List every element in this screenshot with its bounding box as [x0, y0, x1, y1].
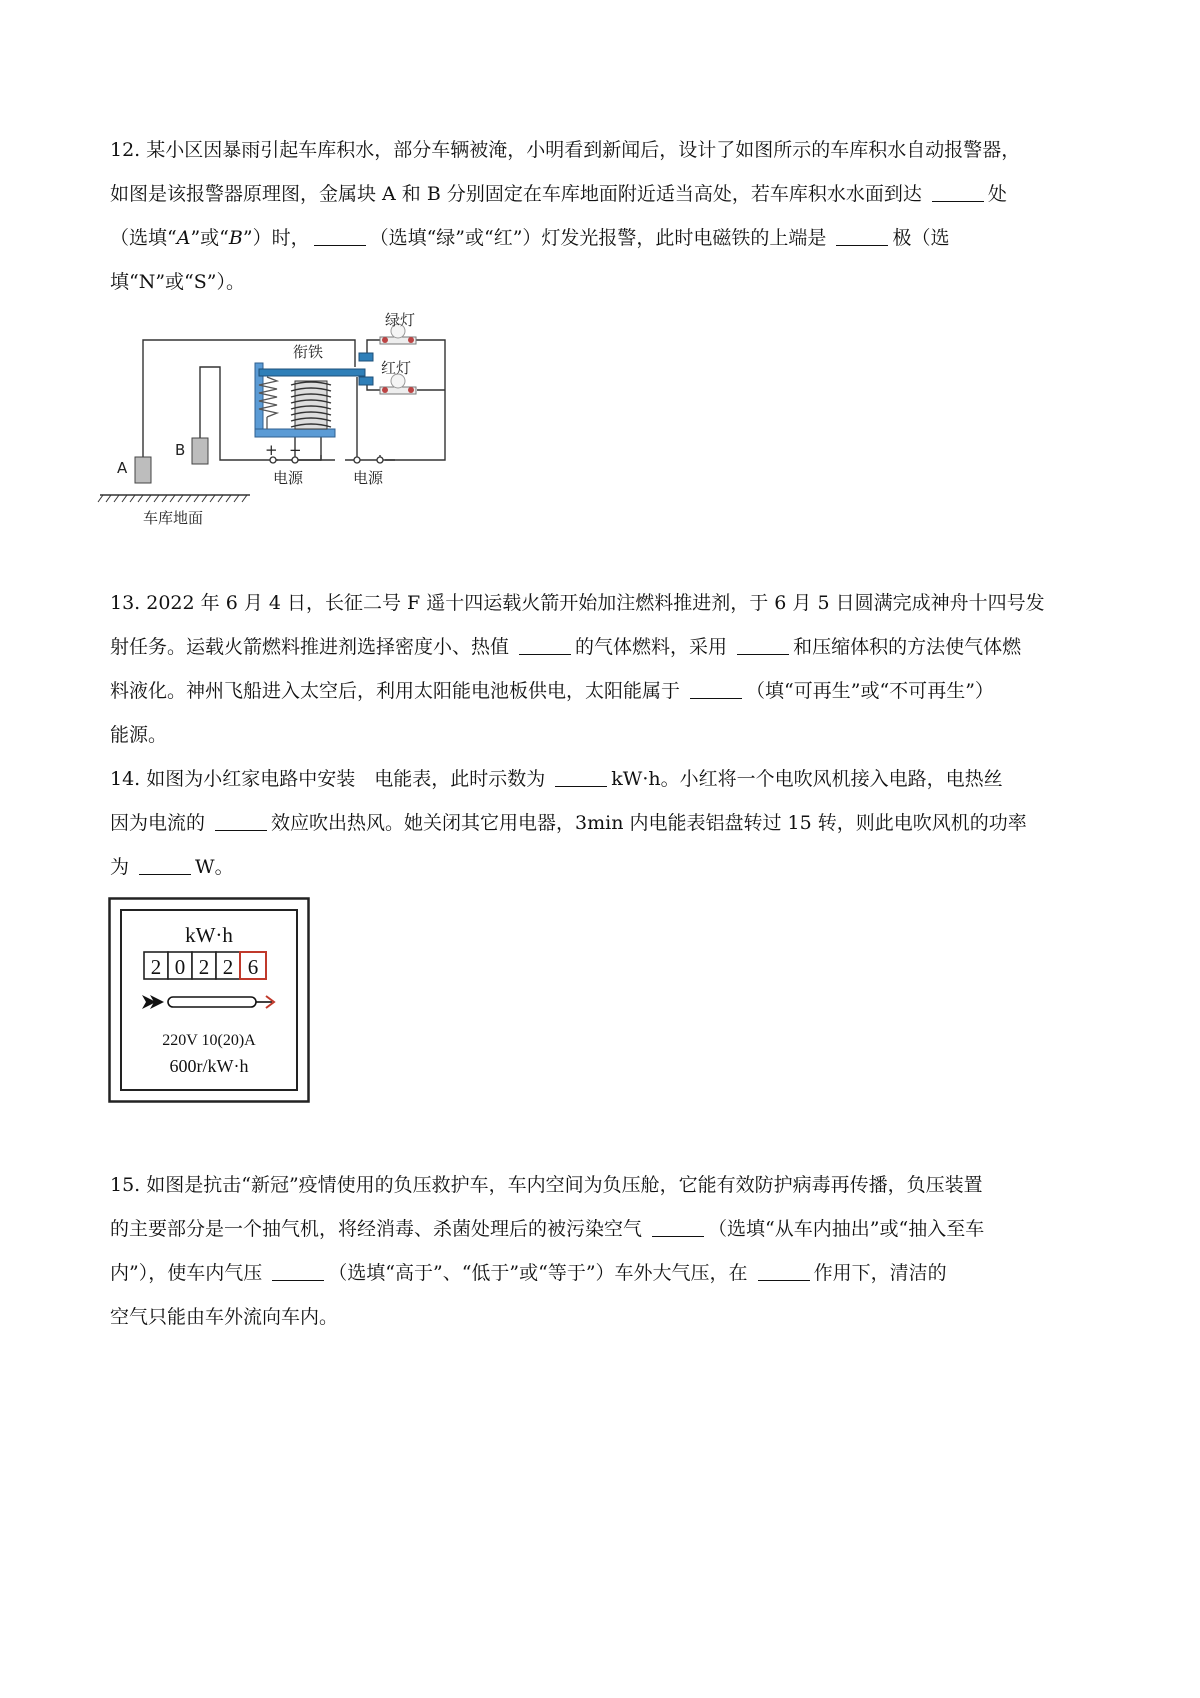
- label-plus: +: [265, 441, 278, 459]
- q12-text: ”）时，: [242, 227, 310, 249]
- label-power-1: 电源: [273, 469, 304, 487]
- answer-blank[interactable]: [652, 1218, 704, 1237]
- q14-text: 因为电流的: [110, 812, 212, 834]
- q13-line-1: 13. 2022 年 6 月 4 日，长征二号 F 遥十四运载火箭开始加注燃料推进剂，于 6 月 5 日圆满完成神舟十四号发: [110, 592, 1045, 614]
- answer-blank[interactable]: [555, 768, 607, 787]
- meter-constant: 600r/kW·h: [169, 1056, 249, 1076]
- meter-digit-decimal: 6: [247, 955, 259, 979]
- option-b: B: [228, 227, 243, 249]
- q14-text: W。: [195, 856, 234, 878]
- q14-line-2: [110, 800, 1100, 846]
- q15-text: （选填“从车内抽出”或“抽入至车: [708, 1218, 985, 1240]
- q12-text: （选填“: [110, 227, 177, 249]
- lower-contact: [359, 377, 373, 385]
- meter-digit: 2: [222, 955, 234, 979]
- label-red-lamp: 红灯: [381, 359, 412, 377]
- upper-contact: [359, 353, 373, 361]
- q15-text: 的主要部分是一个抽气机，将经消毒、杀菌处理后的被污染空气: [110, 1218, 649, 1240]
- q12-line-3: [110, 215, 1100, 261]
- q12-text: 处: [987, 183, 1007, 205]
- q12-text: 极（选: [892, 227, 950, 249]
- terminal: [377, 457, 383, 463]
- q12-text: ”或“: [190, 227, 229, 249]
- answer-blank[interactable]: [215, 812, 267, 831]
- wire: [385, 340, 445, 460]
- ground-hatch: [98, 495, 247, 502]
- q14-text: 14. 如图为小红家电路中安装 电能表，此时示数为: [110, 768, 552, 790]
- q15-line-4: 空气只能由车外流向车内。: [110, 1306, 339, 1328]
- label-armature: 衔铁: [293, 343, 324, 361]
- option-a: A: [176, 227, 191, 249]
- q13-text: 射任务。运载火箭燃料推进剂选择密度小、热值: [110, 636, 516, 658]
- label-green-lamp: 绿灯: [385, 311, 416, 329]
- q14-line-3: [110, 844, 1100, 890]
- answer-blank[interactable]: [314, 227, 366, 246]
- metal-block-b: [192, 438, 208, 464]
- q13-text: 料液化。神州飞船进入太空后，利用太阳能电池板供电，太阳能属于: [110, 680, 687, 702]
- answer-blank[interactable]: [519, 636, 571, 655]
- answer-blank[interactable]: [737, 636, 789, 655]
- wire: [321, 435, 335, 460]
- q13-line-2: [110, 624, 1100, 670]
- q13-line-3: [110, 668, 1100, 714]
- meter-digit: 0: [174, 955, 186, 979]
- q15-text: 内”），使车内气压: [110, 1262, 269, 1284]
- label-ground: 车库地面: [143, 509, 204, 527]
- q14-text: kW·h。小红将一个电吹风机接入电路，电热丝: [611, 768, 1003, 790]
- q12-line-1: 12. 某小区因暴雨引起车库积水，部分车辆被淹，小明看到新闻后，设计了如图所示的车库积水自动报警器，: [110, 139, 1021, 161]
- label-minus: −: [289, 441, 302, 459]
- answer-blank[interactable]: [932, 183, 984, 202]
- answer-blank[interactable]: [272, 1262, 324, 1281]
- q14-text: 效应吹出热风。她关闭其它用电器，3min 内电能表铝盘转过 15 转，则此电吹风机的功率: [271, 812, 1027, 834]
- q15-line-1: 15. 如图是抗击“新冠”疫情使用的负压救护车，车内空间为负压舱，它能有效防护病毒再传播，负压装置: [110, 1174, 983, 1196]
- electric-meter-figure: [108, 897, 310, 1103]
- answer-blank[interactable]: [139, 856, 191, 875]
- q12-line-2: [110, 171, 1100, 217]
- q14-text: 为: [110, 856, 136, 878]
- q14-line-1: [110, 756, 1100, 802]
- label-b: B: [175, 441, 186, 459]
- meter-digit: 2: [198, 955, 210, 979]
- metal-block-a: [135, 457, 151, 483]
- q15-text: 作用下，清洁的: [813, 1262, 947, 1284]
- label-power-2: 电源: [353, 469, 384, 487]
- q12-text: （选填“绿”或“红”）灯发光报警，此时电磁铁的上端是: [369, 227, 833, 249]
- meter-digit-window: [144, 952, 266, 979]
- answer-blank[interactable]: [836, 227, 888, 246]
- armature: [259, 369, 365, 376]
- q13-text: 的气体燃料，采用: [575, 636, 734, 658]
- q13-text: （填“可再生”或“不可再生”）: [746, 680, 994, 702]
- meter-rating: 220V 10(20)A: [162, 1032, 256, 1049]
- answer-blank[interactable]: [758, 1262, 810, 1281]
- q12-text: 如图是该报警器原理图，金属块 A 和 B 分别固定在车库地面附近适当高处，若车库积水水面到达: [110, 183, 928, 205]
- q15-text: （选填“高于”、“低于”或“等于”）车外大气压，在: [328, 1262, 754, 1284]
- alarm-circuit-diagram: [95, 305, 505, 537]
- answer-blank[interactable]: [690, 680, 742, 699]
- relay-base: [255, 429, 335, 437]
- q12-line-4: 填“N”或“S”）。: [110, 271, 245, 293]
- terminal: [354, 457, 360, 463]
- red-lamp: [380, 374, 416, 394]
- meter-digit: 2: [150, 955, 162, 979]
- q13-text: 和压缩体积的方法使气体燃: [793, 636, 1022, 658]
- label-a: A: [117, 459, 128, 477]
- meter-unit: kW·h: [185, 923, 233, 947]
- q13-line-4: 能源。: [110, 724, 168, 746]
- q15-line-3: [110, 1250, 1100, 1296]
- q15-line-2: [110, 1206, 1100, 1252]
